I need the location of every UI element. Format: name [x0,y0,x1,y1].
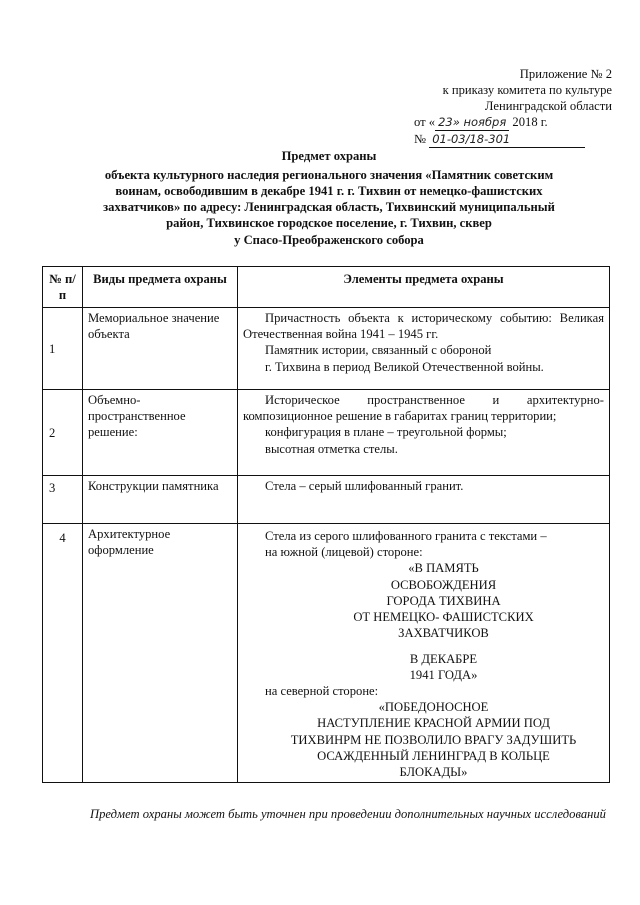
row-kind: Объемно-пространственное решение: [83,390,238,476]
north-inscription [243,699,604,780]
table-row [43,476,610,524]
inscription-line: НАСТУПЛЕНИЕ КРАСНОЙ АРМИИ ПОД [317,716,550,731]
protection-subject-table [42,266,610,783]
table-row [43,308,610,390]
element-text: Историческое пространственное и архитектурно-композиционное решение в габаритах границ территории; [243,393,604,424]
inscription-line: В ДЕКАБРЕ [409,651,478,666]
handwritten-date: 23» ноября [435,115,509,131]
appendix-line: Приложение № 2 [519,67,612,81]
row-number: 1 [43,308,83,390]
order-number-line [400,131,612,148]
element-text: г. Тихвина в период Великой Отечественной войны. [265,359,544,374]
row-number: 3 [43,476,83,524]
appendix-line: Ленинградской области [484,99,612,114]
row-kind: Архитектурное оформление [83,524,238,783]
inscription-line: ТИХВИНРМ НЕ ПОЗВОЛИЛО ВРАГУ ЗАДУШИТЬ [290,732,577,747]
header-num: № п/п [43,267,83,308]
inscription-line: 1941 ГОДА» [409,668,478,683]
table-header-row [43,267,610,308]
appendix-block [400,66,612,148]
row-kind: Конструкции памятника [83,476,238,524]
order-date-line [400,114,612,131]
element-text: Стела – серый шлифованный гранит. [265,479,464,494]
inscription-line: ОСВОБОЖДЕНИЯ [390,577,497,592]
element-text: Стела из серого шлифованного гранита с текстами – [265,529,547,544]
element-text: высотная отметка стелы. [265,441,398,456]
row-kind: Мемориальное значение объекта [83,308,238,390]
row-elements [238,476,610,524]
table-row [43,524,610,783]
page-title: Предмет охраны [281,149,377,163]
number-prefix: № [414,132,427,147]
table-row [43,390,610,476]
inscription-line: ОТ НЕМЕЦКО- ФАШИСТСКИХ [353,609,534,624]
date-suffix: 2018 г. [512,115,548,130]
row-number: 4 [43,524,83,783]
title-line: воинам, освободившим в декабре 1941 г. г. Тихвин от немецко-фашистских [115,184,543,199]
element-text: на северной стороне: [265,684,379,699]
date-prefix: от « [414,115,436,130]
inscription-line: ГОРОДА ТИХВИНА [386,593,501,608]
element-text: конфигурация в плане – треугольной формы; [265,425,507,440]
row-number: 2 [43,390,83,476]
title-line: объекта культурного наследия регионального значения «Памятник советским [104,168,554,183]
title-line: у Спасо-Преображенского собора [234,232,424,247]
row-elements [238,390,610,476]
inscription-line: ОСАЖДЕННЫЙ ЛЕНИНГРАД В КОЛЬЦЕ [317,748,550,763]
inscription-line: ЗАХВАТЧИКОВ [398,625,489,640]
inscription-line: «ПОБЕДОНОСНОЕ [378,700,489,715]
header-elements: Элементы предмета охраны [238,267,610,308]
appendix-line: к приказу комитета по культуре [442,83,612,98]
element-text: Причастность объекта к историческому событию: Великая Отечественная война 1941 – 1945 гг. [243,311,604,342]
title-line: район, Тихвинское городское поселение, г. Тихвин, сквер [166,216,492,231]
row-elements [238,308,610,390]
inscription-line: БЛОКАДЫ» [399,764,468,779]
element-text: на южной (лицевой) стороне: [265,545,423,560]
footnote: Предмет охраны может быть уточнен при проведении дополнительных научных исследований [90,807,606,821]
south-inscription [243,560,604,683]
document-title [44,148,614,248]
row-elements [238,524,610,783]
handwritten-number: 01-03/18-301 [429,132,585,148]
header-kind: Виды предмета охраны [83,267,238,308]
element-text: Памятник истории, связанный с обороной [265,343,492,358]
inscription-line: «В ПАМЯТЬ [408,561,479,576]
title-line: захватчиков» по адресу: Ленинградская область, Тихвинский муниципальный [103,200,555,215]
